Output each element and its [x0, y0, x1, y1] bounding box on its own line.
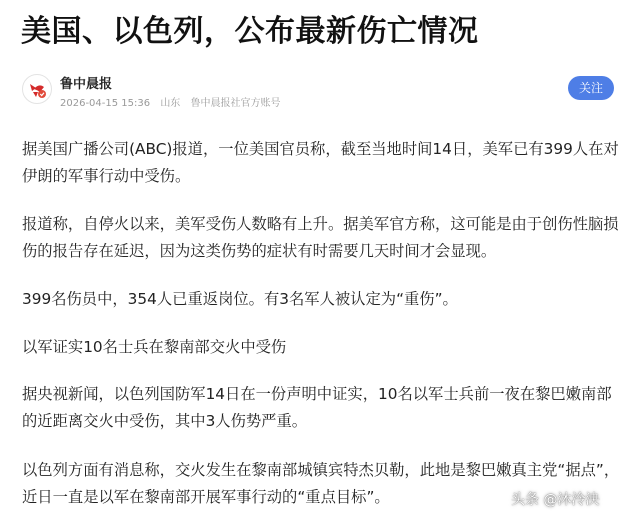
article-paragraph: 据央视新闻，以色列国防军14日在一份声明中证实，10名以军士兵前一夜在黎巴嫩南部的近距离交火中受伤，其中3人伤势严重。 [22, 385, 612, 430]
luzhong-logo-icon [23, 75, 51, 103]
follow-button[interactable]: 关注 [568, 76, 614, 100]
article-title: 美国、以色列，公布最新伤亡情况 [21, 14, 479, 49]
publish-location: 山东 [160, 98, 181, 109]
article-subheading: 以军证实10名士兵在黎南部交火中受伤 [22, 338, 287, 356]
article-paragraph: 报道称，自停火以来，美军受伤人数略有上升。据美军官方称，这可能是由于创伤性脑损伤的报告存在延迟，因为这类伤势的症状有时需要几天时间才会显现。 [22, 215, 619, 260]
author-name[interactable]: 鲁中晨报 [60, 77, 113, 92]
account-type: 鲁中晨报社官方账号 [190, 98, 281, 109]
article-meta [60, 94, 288, 109]
source-watermark: 头条 @沐泠泱 [511, 492, 600, 508]
article-paragraph: 以色列方面有消息称，交火发生在黎南部城镇宾特杰贝勒，此地是黎巴嫩真主党“据点”，近日一直是以军在黎南部开展军事行动的“重点目标”。 [22, 461, 620, 506]
article-paragraph: 399名伤员中，354人已重返岗位。有3名军人被认定为“重伤”。 [22, 290, 458, 308]
author-avatar[interactable] [22, 74, 52, 104]
article-paragraph: 据美国广播公司(ABC)报道，一位美国官员称，截至当地时间14日，美军已有399人在对伊朗的军事行动中受伤。 [22, 140, 619, 185]
publish-datetime: 2026-04-15 15:36 [60, 98, 151, 109]
